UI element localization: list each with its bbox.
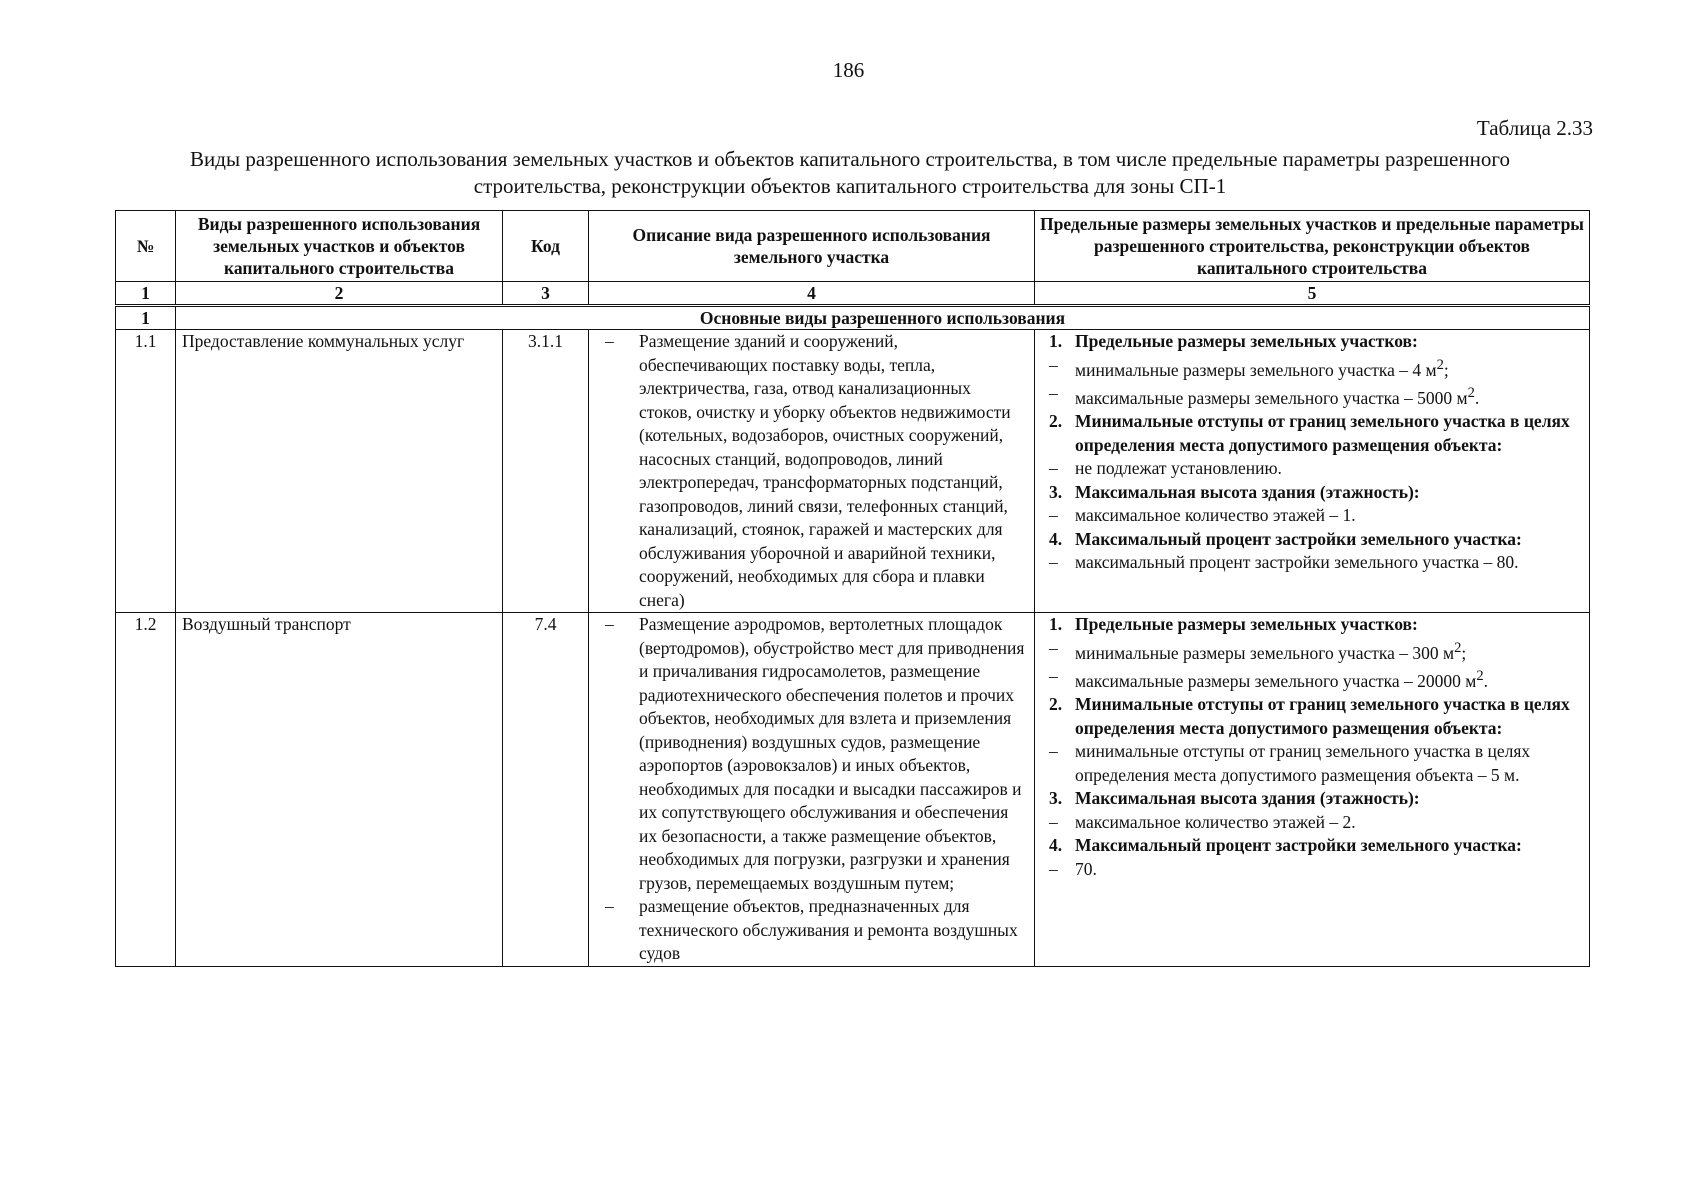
header-limits: Предельные размеры земельных участков и предельные параметры разрешенного строительства, реконструкции объектов капитального строительства [1035,211,1590,282]
limit-item [1041,811,1583,835]
limit-item [1041,354,1583,382]
dash-bullet: – [1049,505,1058,526]
row-num: 1.2 [116,613,176,967]
limit-heading [1041,528,1583,552]
limit-item-tail: ; [1461,642,1467,663]
limit-heading [1041,787,1583,811]
limit-number: 1. [1049,614,1063,634]
zoning-table [115,210,1590,967]
section-title: Основные виды разрешенного использования [176,306,1590,330]
dash-bullet: – [1049,665,1058,686]
limit-item-sup: 2 [1467,384,1475,401]
limit-item [1041,740,1583,787]
description-item: – Размещение зданий и сооружений, обеспечивающих поставку воды, тепла, электричества, газа, отвод канализационных стоков, очистку и уборку объектов недвижимости (котельных, водозаборов, очистных сооружений, насосных станций, водопроводов, линий электропередач, трансформаторных подстанций, газопроводов, линий связи, телефонных станций, канализаций, стоянок, гаражей и мастерских для обслуживания уборочной и аварийной техники, сооружений, необходимых для сбора и плавки снега) [595,330,1028,612]
limit-heading-text: Максимальная высота здания (этажность): [1075,481,1420,502]
header-code: Код [503,211,589,282]
dash-bullet: – [1049,458,1058,479]
limit-heading [1041,613,1583,637]
section-row [116,306,1590,330]
row-description [589,330,1035,613]
column-number: 1 [116,282,176,306]
page-number: 186 [832,58,865,82]
header-types: Виды разрешенного использования земельных участков и объектов капитального строительства [176,211,503,282]
limit-heading-text: Минимальные отступы от границ земельного участка в целях определения места допустимого размещения объекта: [1075,411,1570,455]
limit-item-tail: . [1474,387,1480,408]
limit-item-text: минимальные размеры земельного участка – 300 м [1075,642,1455,663]
limit-heading-text: Предельные размеры земельных участков: [1075,331,1418,351]
limit-item-text: не подлежат установлению. [1075,458,1282,479]
description-item: – Размещение аэродромов, вертолетных площадок (вертодромов), обустройство мест для приводнения и причаливания гидросамолетов, размещение радиотехнического обеспечения полетов и прочих объектов, необходимых для взлета и приземления (приводнения) воздушных судов, размещение аэропортов (аэровокзалов) и иных объектов, необходимых для посадки и высадки пассажиров и их сопутствующего обслуживания и обеспечения их безопасности, а также размещение объектов, необходимых для погрузки, разгрузки и хранения грузов, перемещаемых воздушным путем; [595,613,1028,895]
limit-item-text: максимальное количество этажей – 1. [1075,505,1356,526]
limit-item [1041,637,1583,665]
column-number: 4 [589,282,1035,306]
limit-item-text: минимальные отступы от границ земельного участка в целях определения места допустимого размещения объекта – 5 м. [1075,741,1531,785]
limit-item [1041,504,1583,528]
limit-number: 3. [1049,788,1063,809]
limit-heading [1041,481,1583,505]
section-num: 1 [116,306,176,330]
dash-bullet: – [1049,741,1058,762]
limit-heading-text: Предельные размеры земельных участков: [1075,614,1418,634]
table-title: Виды разрешенного использования земельных участков и объектов капитального строительства, в том числе предельные параметры разрешенного строительства, реконструкции объектов капитального строительства для зоны СП-1 [190,147,1510,198]
limit-heading [1041,693,1583,740]
column-number: 5 [1035,282,1590,306]
row-name: Воздушный транспорт [176,613,503,967]
column-number-row [116,282,1590,306]
header-num: № [116,211,176,282]
row-num: 1.1 [116,330,176,613]
description-item: – размещение объектов, предназначенных для технического обслуживания и ремонта воздушных судов [595,895,1028,966]
limit-item-sup: 2 [1476,667,1484,684]
dash-bullet: – [1049,811,1058,832]
limit-item [1041,665,1583,693]
limit-item-text: минимальные размеры земельного участка – 4 м [1075,359,1437,380]
dash-bullet: – [1049,858,1058,879]
dash-bullet: – [1049,552,1058,573]
limit-heading-text: Максимальный процент застройки земельного участка: [1075,835,1522,856]
limit-item-sup: 2 [1454,639,1462,656]
limit-number: 2. [1049,694,1063,715]
limit-number: 4. [1049,835,1063,856]
limit-item [1041,551,1583,575]
table-row [116,613,1590,967]
column-number: 2 [176,282,503,306]
limit-heading-text: Максимальная высота здания (этажность): [1075,788,1420,809]
limit-heading-text: Минимальные отступы от границ земельного участка в целях определения места допустимого размещения объекта: [1075,694,1570,738]
limit-number: 3. [1049,481,1063,502]
limit-item-text: максимальные размеры земельного участка – 20000 м [1075,670,1477,691]
header-row [116,211,1590,282]
dash-bullet: – [1049,637,1058,658]
limit-heading-text: Максимальный процент застройки земельного участка: [1075,528,1522,549]
header-description: Описание вида разрешенного использования земельного участка [589,211,1035,282]
limit-item [1041,457,1583,481]
row-limits [1035,613,1590,967]
limit-number: 4. [1049,528,1063,549]
dash-bullet: – [1049,354,1058,375]
row-code: 3.1.1 [503,330,589,613]
row-description [589,613,1035,967]
limit-number: 1. [1049,331,1063,351]
limit-item-text: максимальный процент застройки земельного участка – 80. [1075,552,1519,573]
limit-item [1041,382,1583,410]
limit-heading [1041,410,1583,457]
limit-item-text: максимальное количество этажей – 2. [1075,811,1356,832]
limit-item-tail: . [1483,670,1489,691]
row-code: 7.4 [503,613,589,967]
limit-number: 2. [1049,411,1063,432]
limit-item-text: 70. [1075,858,1097,879]
limit-item-text: максимальные размеры земельного участка – 5000 м [1075,387,1468,408]
limit-heading [1041,834,1583,858]
table-caption: Таблица 2.33 [1476,116,1593,140]
column-number: 3 [503,282,589,306]
table-row [116,330,1590,613]
dash-bullet: – [1049,382,1058,403]
limit-heading [1041,330,1583,354]
row-limits [1035,330,1590,613]
limit-item [1041,858,1583,882]
limit-item-sup: 2 [1436,356,1444,373]
description-list [595,330,1028,612]
limit-item-tail: ; [1443,359,1449,380]
description-list [595,613,1028,966]
row-name: Предоставление коммунальных услуг [176,330,503,613]
